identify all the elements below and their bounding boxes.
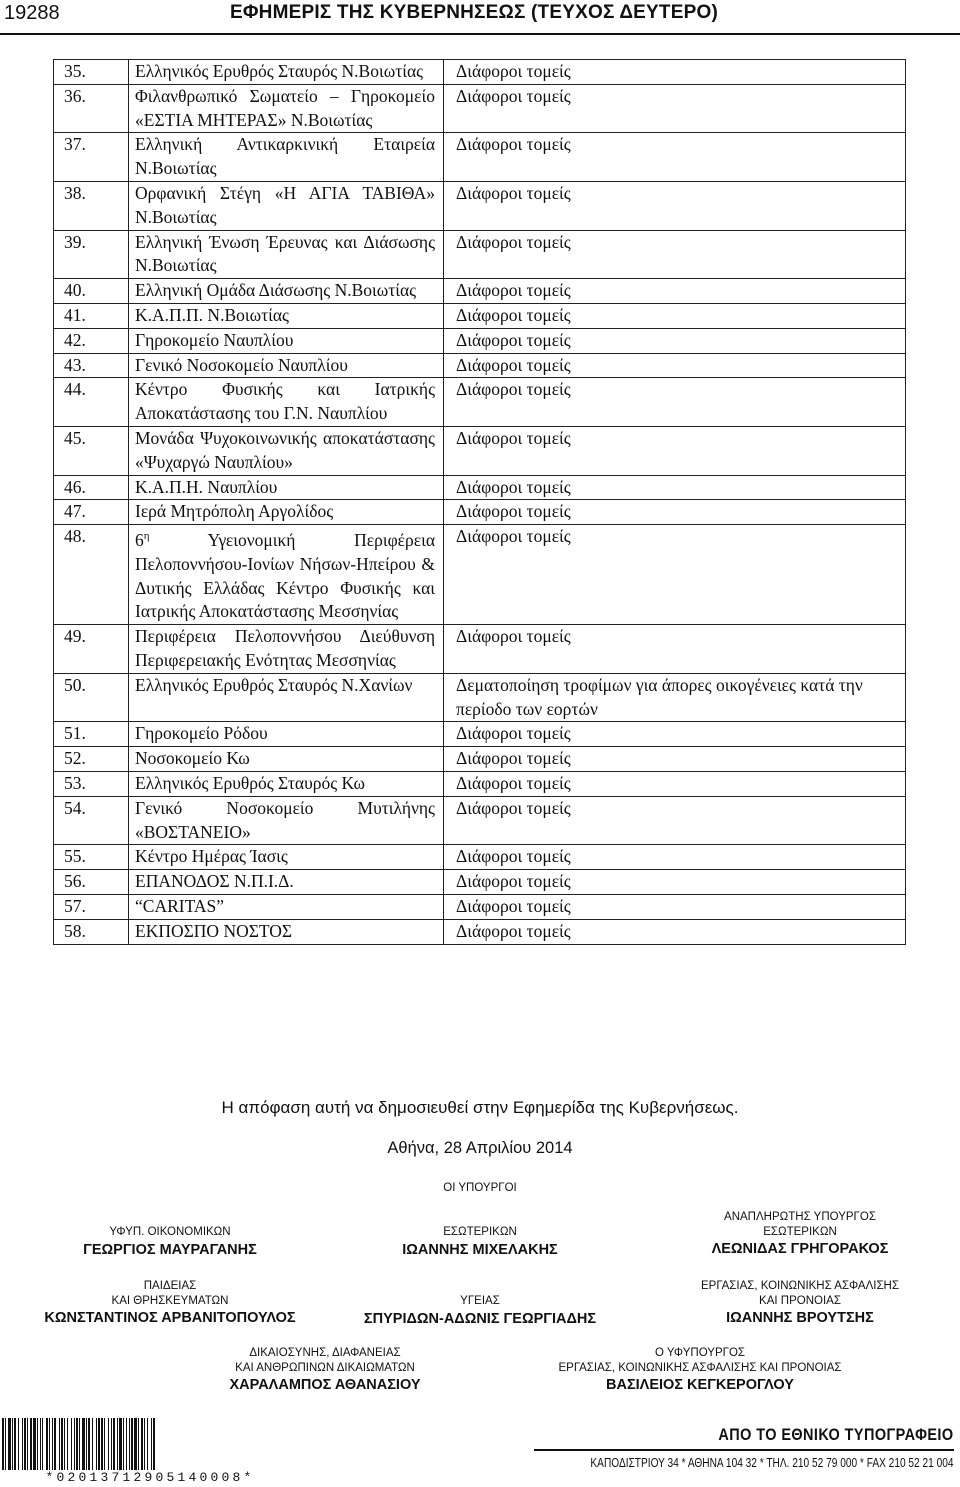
row-number: 41. [54, 303, 129, 328]
signatory-name: ΧΑΡΑΛΑΜΠΟΣ ΑΘΑΝΑΣΙΟΥ [229, 1377, 421, 1393]
table-row [54, 722, 906, 747]
row-number: 44. [54, 378, 129, 427]
organization-name: Κέντρο Φυσικής και Ιατρικής Αποκατάστασης του Γ.Ν. Ναυπλίου [129, 378, 444, 427]
date-line: Αθήνα, 28 Απριλίου 2014 [387, 1139, 573, 1157]
row-number: 53. [54, 771, 129, 796]
row-number: 52. [54, 747, 129, 772]
organization-name: Ελληνική Ένωση Έρευνας και Διάσωσης Ν.Βοιωτίας [129, 230, 444, 279]
row-number: 51. [54, 722, 129, 747]
signatory-role: ΑΝΑΠΛΗΡΩΤΗΣ ΥΠΟΥΡΓΟΣ [724, 1211, 876, 1223]
signatory-name: ΙΩΑΝΝΗΣ ΒΡΟΥΤΣΗΣ [726, 1310, 874, 1326]
header-rule [0, 33, 960, 35]
organization-name [129, 525, 444, 625]
ministers-heading: ΟΙ ΥΠΟΥΡΓΟΙ [443, 1182, 517, 1194]
signature-block [660, 1279, 940, 1326]
signatory-role: ΚΑΙ ΑΝΘΡΩΠΙΝΩΝ ΔΙΚΑΙΩΜΑΤΩΝ [235, 1361, 415, 1374]
organization-name: Κ.Α.Π.Η. Ναυπλίου [129, 475, 444, 500]
activity-sector: Διάφοροι τομείς [444, 303, 906, 328]
organization-name: Νοσοκομείο Κω [129, 747, 444, 772]
row-number: 57. [54, 894, 129, 919]
table-row [54, 181, 906, 230]
signature-block [340, 1225, 620, 1257]
printer-name: ΑΠΟ ΤΟ ΕΘΝΙΚΟ ΤΥΠΟΓΡΑΦΕΙΟ [718, 1425, 954, 1444]
printer-rule [534, 1449, 954, 1451]
table-row [54, 303, 906, 328]
row-number: 50. [54, 673, 129, 722]
row-number: 37. [54, 133, 129, 182]
organization-name: Περιφέρεια Πελοποννήσου Διεύθυνση Περιφερειακής Ενότητας Μεσσηνίας [129, 625, 444, 674]
signatory-name: ΒΑΣΙΛΕΙΟΣ ΚΕΓΚΕΡΟΓΛΟΥ [606, 1377, 794, 1393]
organization-name: Κέντρο Ημέρας Ίασις [129, 845, 444, 870]
table-row [54, 870, 906, 895]
activity-sector: Διάφοροι τομείς [444, 475, 906, 500]
table-row [54, 230, 906, 279]
barcode [2, 1418, 298, 1486]
table-row [54, 133, 906, 182]
table-row [54, 475, 906, 500]
page-number: 19288 [4, 2, 60, 24]
activity-sector: Διάφοροι τομείς [444, 771, 906, 796]
signature-block [330, 1294, 630, 1326]
activity-sector: Διάφοροι τομείς [444, 378, 906, 427]
organization-name: Γενικό Νοσοκομείο Ναυπλίου [129, 353, 444, 378]
row-number: 49. [54, 625, 129, 674]
barcode-digits: *02013712905140008* [45, 1470, 255, 1485]
activity-sector: Διάφοροι τομείς [444, 894, 906, 919]
organization-name: Μονάδα Ψυχοκοινωνικής αποκατάστασης «Ψυχαργώ Ναυπλίου» [129, 426, 444, 475]
activity-sector: Διάφοροι τομείς [444, 353, 906, 378]
activity-sector: Διάφοροι τομείς [444, 181, 906, 230]
organization-name: Ελληνικός Ερυθρός Σταυρός Κω [129, 771, 444, 796]
row-number: 40. [54, 279, 129, 304]
signatory-name: ΙΩΑΝΝΗΣ ΜΙΧΕΛΑΚΗΣ [402, 1241, 558, 1258]
row-number: 38. [54, 181, 129, 230]
row-number: 56. [54, 870, 129, 895]
activity-sector: Διάφοροι τομείς [444, 230, 906, 279]
organization-name: Ελληνική Αντικαρκινική Εταιρεία Ν.Βοιωτίας [129, 133, 444, 182]
signatory-role: ΔΙΚΑΙΟΣΥΝΗΣ, ΔΙΑΦΑΝΕΙΑΣ [249, 1347, 401, 1359]
table-row [54, 894, 906, 919]
activity-sector: Διάφοροι τομείς [444, 747, 906, 772]
signatory-name: ΣΠΥΡΙΔΩΝ-ΑΔΩΝΙΣ ΓΕΩΡΓΙΑΔΗΣ [363, 1310, 597, 1327]
signatory-role: ΕΡΓΑΣΙΑΣ, ΚΟΙΝΩΝΙΚΗΣ ΑΣΦΑΛΙΣΗΣ ΚΑΙ ΠΡΟΝΟΙΑΣ [558, 1361, 842, 1374]
ordinal-suffix: η [143, 530, 150, 543]
row-number: 55. [54, 845, 129, 870]
table-row [54, 771, 906, 796]
organization-name: Ιερά Μητρόπολη Αργολίδος [129, 500, 444, 525]
table-row [54, 328, 906, 353]
activity-sector: Διάφοροι τομείς [444, 796, 906, 845]
table-row [54, 625, 906, 674]
activity-sector: Διάφοροι τομείς [444, 625, 906, 674]
row-number: 46. [54, 475, 129, 500]
table-row [54, 426, 906, 475]
row-number: 45. [54, 426, 129, 475]
activity-sector: Διάφοροι τομείς [444, 500, 906, 525]
activity-sector: Διάφοροι τομείς [444, 84, 906, 133]
printer-address: ΚΑΠΟΔΙΣΤΡΙΟΥ 34 * ΑΘΗΝΑ 104 32 * ΤΗΛ. 210 52 79 000 * FAX 210 52 21 004 [590, 1455, 954, 1470]
activity-sector: Δεματοποίηση τροφίμων για άπορες οικογένειες κατά την περίοδο των εορτών [444, 673, 906, 722]
activity-sector: Διάφοροι τομείς [444, 845, 906, 870]
row-number: 47. [54, 500, 129, 525]
table-row [54, 525, 906, 625]
signatory-role: ΕΣΩΤΕΡΙΚΩΝ [763, 1225, 837, 1238]
row-number: 42. [54, 328, 129, 353]
organization-name: Γηροκομείο Ναυπλίου [129, 328, 444, 353]
table-row [54, 747, 906, 772]
organization-name: Γηροκομείο Ρόδου [129, 722, 444, 747]
barcode-bars [2, 1418, 298, 1470]
organization-name: “CARITAS” [129, 894, 444, 919]
row-number: 54. [54, 796, 129, 845]
organization-name: ΕΚΠΟΣΠΟ ΝΟΣΤΟΣ [129, 919, 444, 944]
activity-sector: Διάφοροι τομείς [444, 60, 906, 85]
row-number: 39. [54, 230, 129, 279]
page-header [0, 0, 960, 36]
organization-name: Ελληνικός Ερυθρός Σταυρός Ν.Χανίων [129, 673, 444, 722]
table-row [54, 279, 906, 304]
organization-name: Ελληνική Ομάδα Διάσωσης Ν.Βοιωτίας [129, 279, 444, 304]
organization-name: ΕΠΑΝΟΔΟΣ Ν.Π.Ι.Δ. [129, 870, 444, 895]
activity-sector: Διάφοροι τομείς [444, 525, 906, 625]
signature-block [520, 1346, 880, 1393]
row-number: 36. [54, 84, 129, 133]
signatory-role: ΕΡΓΑΣΙΑΣ, ΚΟΙΝΩΝΙΚΗΣ ΑΣΦΑΛΙΣΗΣ [701, 1280, 899, 1292]
activity-sector: Διάφοροι τομείς [444, 328, 906, 353]
gazette-title: ΕΦΗΜΕΡΙΣ ΤΗΣ ΚΥΒΕΡΝΗΣΕΩΣ (ΤΕΥΧΟΣ ΔΕΥΤΕΡΟ) [230, 2, 718, 23]
row-number: 48. [54, 525, 129, 625]
signatory-name: ΛΕΩΝΙΔΑΣ ΓΡΗΓΟΡΑΚΟΣ [711, 1241, 889, 1257]
activity-sector: Διάφοροι τομείς [444, 279, 906, 304]
activity-sector: Διάφοροι τομείς [444, 426, 906, 475]
table-row [54, 84, 906, 133]
organization-name: Ελληνικός Ερυθρός Σταυρός Ν.Βοιωτίας [129, 60, 444, 85]
organization-name: Φιλανθρωπικό Σωματείο – Γηροκομείο «ΕΣΤΙΑ ΜΗΤΕΡΑΣ» Ν.Βοιωτίας [129, 84, 444, 133]
activity-sector: Διάφοροι τομείς [444, 722, 906, 747]
activity-sector: Διάφοροι τομείς [444, 133, 906, 182]
organization-name: Γενικό Νοσοκομείο Μυτιλήνης «ΒΟΣΤΑΝΕΙΟ» [129, 796, 444, 845]
table-row [54, 378, 906, 427]
row-number: 58. [54, 919, 129, 944]
signature-block [40, 1225, 300, 1257]
organization-name: Κ.Α.Π.Π. Ν.Βοιωτίας [129, 303, 444, 328]
table-row [54, 796, 906, 845]
signatory-role: ΥΓΕΙΑΣ [460, 1295, 500, 1307]
table-row [54, 845, 906, 870]
row-number: 43. [54, 353, 129, 378]
publication-note: Η απόφαση αυτή να δημοσιευθεί στην Εφημερίδα της Κυβερνήσεως. [221, 1098, 739, 1117]
signatory-role: ΚΑΙ ΠΡΟΝΟΙΑΣ [759, 1294, 841, 1307]
activity-sector: Διάφοροι τομείς [444, 870, 906, 895]
organization-name-text: Υγειονομική Περιφέρεια Πελοποννήσου-Ιονίων Νήσων-Ηπείρου & Δυτικής Ελλάδας Κέντρο Φυσικής και Ιατρικής Αποκατάστασης Μεσσηνίας [135, 529, 435, 622]
table-row [54, 919, 906, 944]
signature-block [10, 1279, 330, 1326]
table-row [54, 353, 906, 378]
signature-block [170, 1346, 480, 1393]
organizations-table [53, 59, 906, 945]
signatory-role: ΠΑΙΔΕΙΑΣ [143, 1280, 197, 1292]
signatory-role: ΥΦΥΠ. ΟΙΚΟΝΟΜΙΚΩΝ [109, 1226, 231, 1238]
row-number: 35. [54, 60, 129, 85]
activity-sector: Διάφοροι τομείς [444, 919, 906, 944]
table-row [54, 500, 906, 525]
organization-name: Ορφανική Στέγη «Η ΑΓΙΑ ΤΑΒΙΘΑ» Ν.Βοιωτίας [129, 181, 444, 230]
signatory-role: Ο ΥΦΥΠΟΥΡΓΟΣ [654, 1347, 746, 1359]
signatory-name: ΓΕΩΡΓΙΟΣ ΜΑΥΡΑΓΑΝΗΣ [83, 1241, 257, 1258]
signatory-role: ΕΣΩΤΕΡΙΚΩΝ [443, 1226, 517, 1238]
signatory-name: ΚΩΝΣΤΑΝΤΙΝΟΣ ΑΡΒΑΝΙΤΟΠΟΥΛΟΣ [44, 1310, 296, 1326]
printer-footer [488, 1425, 954, 1470]
table-row [54, 673, 906, 722]
signatory-role: ΚΑΙ ΘΡΗΣΚΕΥΜΑΤΩΝ [111, 1294, 229, 1307]
region-number: 6 [135, 529, 144, 550]
barcode-bar [155, 1418, 156, 1470]
signature-block [660, 1210, 940, 1257]
table-row [54, 60, 906, 85]
